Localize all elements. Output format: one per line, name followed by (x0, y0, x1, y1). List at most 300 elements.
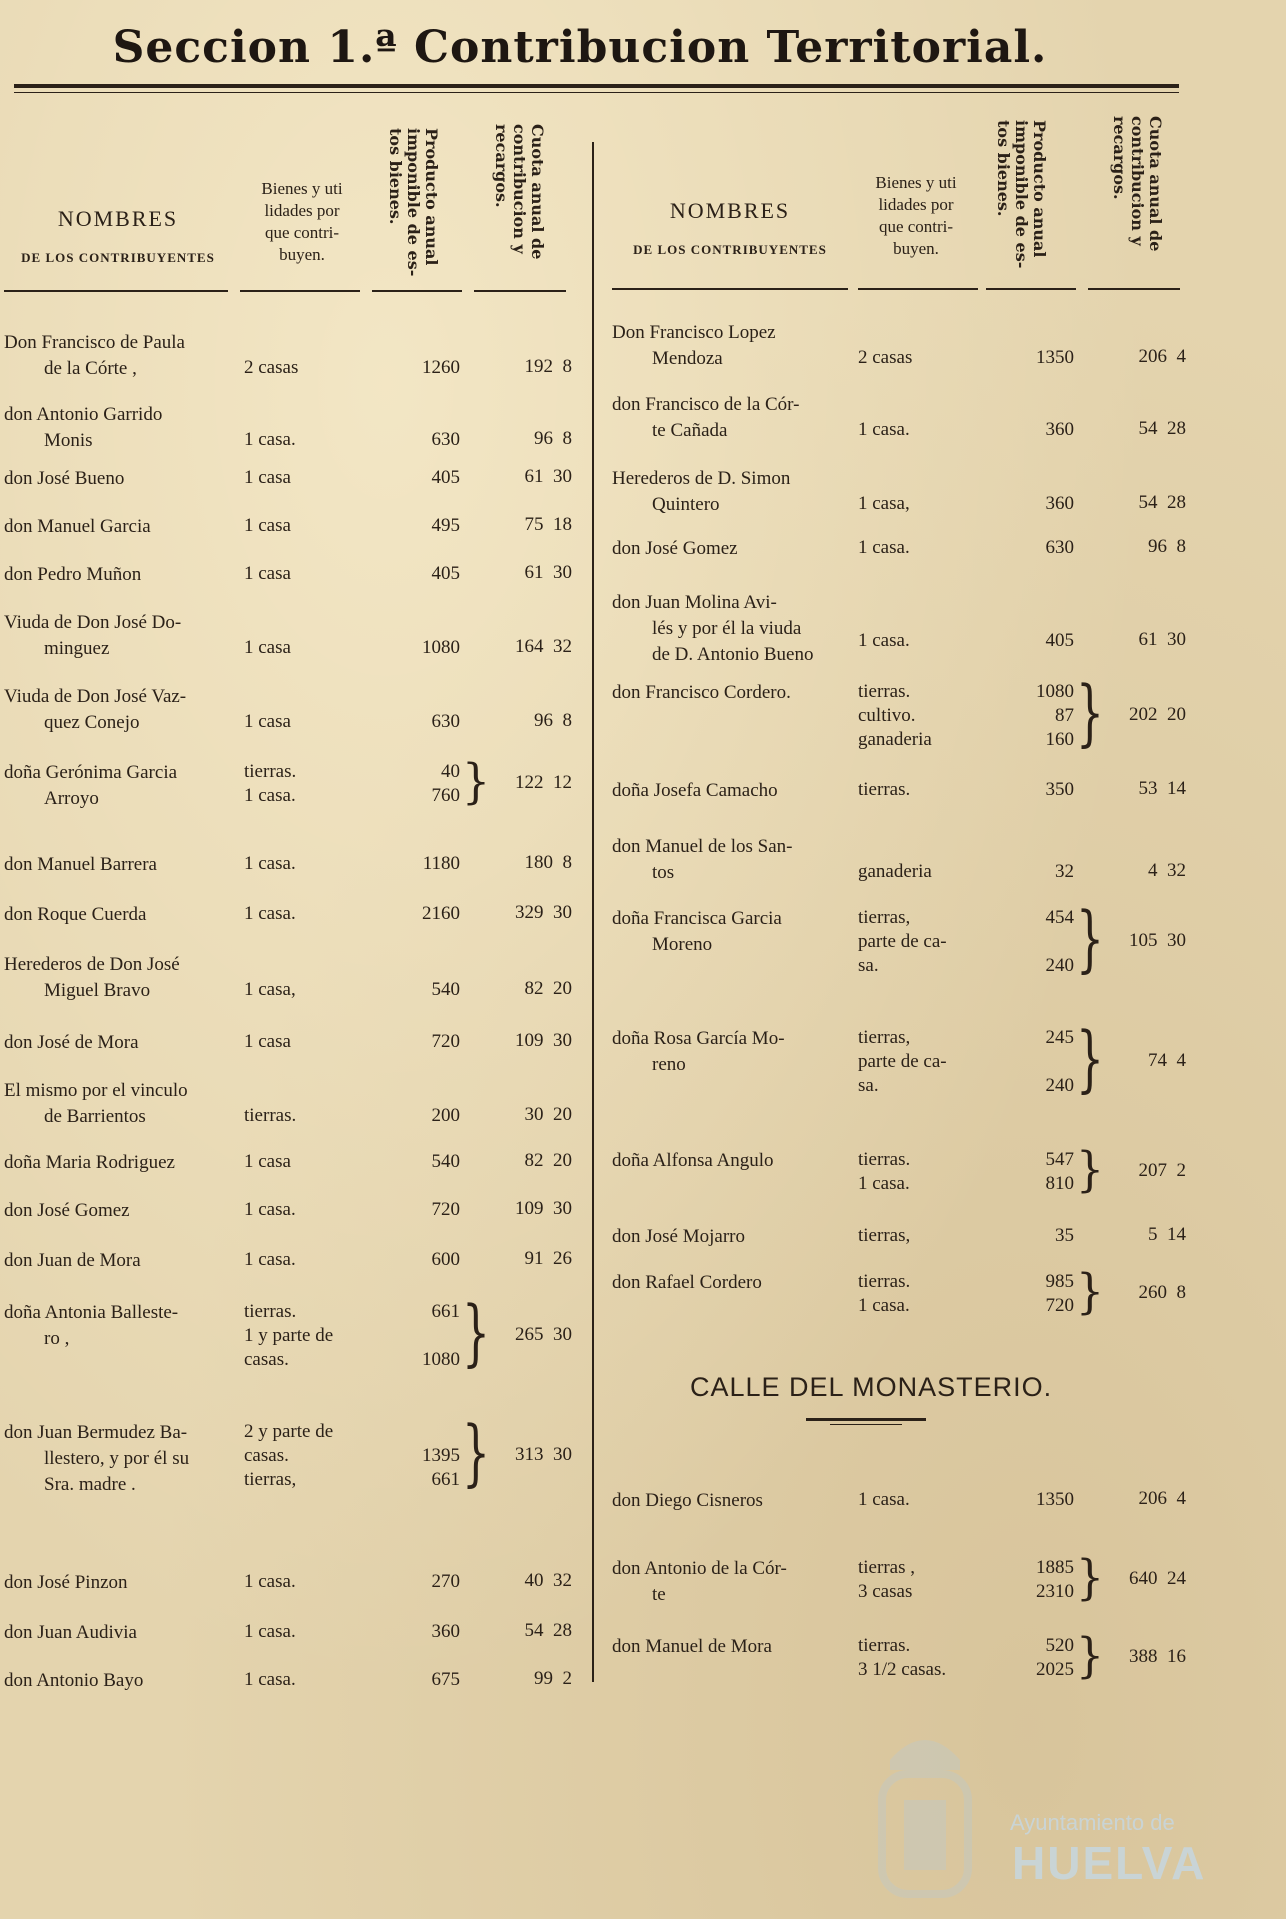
property-line: 1 casa (244, 1151, 291, 1172)
name-line: don José Pinzon (4, 1572, 128, 1593)
annual-product (390, 1198, 460, 1222)
product-value: 661 (431, 1301, 460, 1322)
property-line: 1 casa. (244, 903, 296, 924)
product-value: 40 (441, 761, 460, 782)
annual-product (390, 1620, 460, 1644)
contributor-name (612, 1026, 785, 1078)
name-line: de la Córte , (44, 358, 137, 379)
product-value: 520 (1045, 1635, 1074, 1656)
product-value: 1080 (1036, 681, 1074, 702)
contributor-name (612, 1634, 772, 1660)
contributor-name (612, 906, 782, 958)
value-brace: } (1076, 1141, 1104, 1198)
annual-quota: 54 28 (1138, 492, 1186, 513)
contributor-name (4, 610, 181, 662)
annual-product (390, 466, 460, 490)
property-description (244, 562, 291, 586)
property-line: 2 y parte de (244, 1421, 334, 1442)
property-line: 1 casa. (858, 537, 910, 558)
property-line: tierras , (858, 1557, 915, 1578)
annual-quota: 265 30 (515, 1324, 572, 1345)
header-bienes-line: lidades por (264, 201, 340, 220)
contributor-name (4, 330, 185, 382)
street-rule (806, 1418, 926, 1421)
property-description (244, 1104, 296, 1128)
product-value: 630 (1045, 537, 1074, 558)
contributor-name (612, 680, 791, 706)
property-description (858, 860, 932, 884)
annual-quota: 61 30 (524, 562, 572, 583)
product-value: 360 (1045, 493, 1074, 514)
header-rule (474, 290, 566, 292)
property-line: tierras, (858, 907, 911, 928)
annual-quota: 109 30 (515, 1198, 572, 1219)
property-line: ganaderia (858, 729, 932, 750)
product-value: 630 (431, 429, 460, 450)
annual-product (390, 1300, 460, 1372)
name-line: Sra. madre . (44, 1474, 136, 1495)
header-bienes-left (240, 178, 364, 266)
product-value: 405 (431, 467, 460, 488)
contributor-name (4, 1420, 189, 1498)
annual-quota: 99 2 (534, 1668, 572, 1689)
header-cuota-right: Cuota anual de contribucion y recargos. (1110, 116, 1165, 252)
property-description (244, 1620, 296, 1644)
annual-product (390, 1030, 460, 1054)
header-nombres-left (4, 206, 232, 266)
product-value: 661 (431, 1469, 460, 1490)
annual-quota: 388 16 (1129, 1646, 1186, 1667)
product-value: 270 (431, 1571, 460, 1592)
name-line: don José Gomez (612, 538, 738, 559)
watermark-line2: HUELVA (1012, 1837, 1207, 1889)
header-producto-right: Producto anual imponible de es- tos bienes. (994, 120, 1049, 269)
contributor-name (4, 760, 177, 812)
product-value: 1080 (422, 1349, 460, 1370)
annual-quota: 207 2 (1138, 1160, 1186, 1181)
product-value: 2310 (1036, 1581, 1074, 1602)
product-value: 495 (431, 515, 460, 536)
product-value: 1885 (1036, 1557, 1074, 1578)
product-value: 630 (431, 711, 460, 732)
property-line: tierras. (244, 1105, 297, 1126)
product-value: 985 (1045, 1271, 1074, 1292)
contributor-name (612, 1556, 787, 1608)
name-line: Moreno (652, 934, 713, 955)
name-line: Don Francisco de Paula (4, 332, 185, 353)
header-nombres-text: NOMBRES (669, 198, 791, 223)
contributor-name (612, 392, 799, 444)
property-description (244, 852, 296, 876)
property-description (244, 1030, 291, 1054)
header-contribuyentes-text: DE LOS CONTRIBUYENTES (21, 250, 215, 265)
name-line: don Francisco de la Cór- (612, 394, 800, 415)
property-line: 1 casa. (244, 785, 296, 806)
property-description (244, 1570, 296, 1594)
name-line: Don Francisco Lopez (612, 322, 776, 343)
contributor-name (4, 402, 162, 454)
product-value: 2160 (422, 903, 460, 924)
product-value: 1350 (1036, 347, 1074, 368)
property-description (858, 906, 947, 978)
contributor-name (612, 778, 778, 804)
property-line: 1 casa. (858, 419, 910, 440)
property-line: 1 casa, (244, 979, 296, 1000)
header-nombres-text: NOMBRES (57, 206, 179, 231)
name-line: don Manuel de Mora (612, 1636, 772, 1657)
name-line: Herederos de D. Simon (612, 468, 791, 489)
product-value: 720 (431, 1031, 460, 1052)
annual-product (1004, 906, 1074, 978)
contributor-name (612, 466, 790, 518)
annual-product (390, 1248, 460, 1272)
property-line: tierras. (858, 1635, 911, 1656)
annual-product (390, 636, 460, 660)
property-line: 2 casas (244, 357, 299, 378)
annual-product (390, 1104, 460, 1128)
property-description (244, 902, 296, 926)
header-bienes-right (854, 172, 978, 260)
street-title: CALLE DEL MONASTERIO. (690, 1372, 1053, 1402)
contributor-name (4, 952, 180, 1004)
name-line: minguez (44, 638, 110, 659)
product-value: 350 (1045, 779, 1074, 800)
header-bienes-line: que contri- (264, 223, 340, 242)
header-rule (4, 290, 228, 292)
annual-product (1004, 1556, 1074, 1604)
contributor-name (4, 1030, 139, 1056)
value-brace: } (462, 1291, 490, 1375)
value-brace: } (462, 753, 490, 810)
annual-product (390, 1150, 460, 1174)
property-line: 3 1/2 casas. (858, 1659, 947, 1680)
name-line: don Antonio Bayo (4, 1670, 144, 1691)
annual-product (390, 1570, 460, 1594)
property-line: 3 casas (858, 1581, 913, 1602)
name-line: don Juan Audivia (4, 1622, 137, 1643)
property-description (858, 778, 910, 802)
property-line: sa. (858, 1075, 879, 1096)
huelva-seal-icon (870, 1720, 980, 1910)
value-brace: } (462, 1411, 490, 1495)
annual-quota: 4 32 (1148, 860, 1186, 881)
property-line: 1 casa. (244, 1621, 296, 1642)
value-brace: } (1076, 1549, 1104, 1606)
property-line: 1 y parte de (244, 1325, 334, 1346)
property-description (858, 346, 912, 370)
property-line: 1 casa. (244, 1571, 296, 1592)
title-rule (14, 84, 1179, 88)
property-line: parte de ca- (858, 931, 947, 952)
property-description (244, 1300, 333, 1372)
street-rule-thin (830, 1424, 902, 1425)
annual-product (1004, 1634, 1074, 1682)
property-line: 1 casa. (858, 1173, 910, 1194)
contributor-name (4, 902, 146, 928)
name-line: El mismo por el vinculo (4, 1080, 188, 1101)
property-line: tierras. (244, 1301, 297, 1322)
property-line: 1 casa. (858, 630, 910, 651)
product-value: 600 (431, 1249, 460, 1270)
product-value: 240 (1045, 1075, 1074, 1096)
header-bienes-line: buyen. (893, 239, 939, 258)
product-value: 160 (1045, 729, 1074, 750)
name-line: Mendoza (652, 348, 723, 369)
annual-product (1004, 1488, 1074, 1512)
name-line: doña Rosa García Mo- (612, 1028, 785, 1049)
property-description (858, 418, 910, 442)
name-line: doña Gerónima Garcia (4, 762, 178, 783)
name-line: doña Josefa Camacho (612, 780, 778, 801)
product-value: 87 (1055, 705, 1074, 726)
name-line: Miguel Bravo (44, 980, 151, 1001)
name-line: don Juan Molina Avi- (612, 592, 777, 613)
name-line: doña Antonia Balleste- (4, 1302, 179, 1323)
title-rule-thin (14, 92, 1179, 93)
contributor-name (4, 1300, 178, 1352)
property-description (858, 536, 910, 560)
property-line: cultivo. (858, 705, 916, 726)
property-line: tierras, (244, 1469, 297, 1490)
product-value (390, 1324, 460, 1348)
annual-quota: 74 4 (1148, 1050, 1186, 1071)
annual-product (1004, 492, 1074, 516)
header-rule (858, 288, 978, 290)
product-value: 810 (1045, 1173, 1074, 1194)
property-line: casas. (244, 1349, 289, 1370)
name-line: don Diego Cisneros (612, 1490, 763, 1511)
annual-quota: 5 14 (1148, 1224, 1186, 1245)
annual-product (390, 978, 460, 1002)
header-rule (986, 288, 1076, 290)
product-value: 540 (431, 1151, 460, 1172)
header-rule (240, 290, 360, 292)
name-line: ro , (44, 1328, 70, 1349)
annual-quota: 329 30 (515, 902, 572, 923)
property-line: tierras. (858, 1149, 911, 1170)
name-line: don José Bueno (4, 468, 125, 489)
property-line: tierras. (858, 1271, 911, 1292)
property-description (244, 428, 296, 452)
property-description (244, 1668, 296, 1692)
property-line: tierras. (244, 761, 297, 782)
header-rule (372, 290, 462, 292)
annual-product (1004, 1270, 1074, 1318)
annual-quota: 109 30 (515, 1030, 572, 1051)
name-line: Herederos de Don José (4, 954, 180, 975)
name-line: te Cañada (652, 420, 728, 441)
property-description (244, 466, 291, 490)
property-description (858, 1224, 910, 1248)
property-line: 1 casa (244, 1031, 291, 1052)
product-value: 720 (1045, 1295, 1074, 1316)
header-rule (1088, 288, 1180, 290)
product-value (1004, 1050, 1074, 1074)
header-producto-left: Producto anual imponible de es- tos bienes. (386, 128, 441, 277)
property-line: parte de ca- (858, 1051, 947, 1072)
product-value: 240 (1045, 955, 1074, 976)
product-value: 2025 (1036, 1659, 1074, 1680)
value-brace: } (1076, 1627, 1104, 1684)
name-line: don José Gomez (4, 1200, 130, 1221)
property-description (244, 710, 291, 734)
value-brace: } (1076, 1263, 1104, 1320)
annual-quota: 206 4 (1138, 1488, 1186, 1509)
contributor-name (4, 1248, 141, 1274)
watermark-line1: Ayuntamiento de (1010, 1810, 1175, 1835)
contributor-name (4, 852, 157, 878)
annual-product (1004, 778, 1074, 802)
annual-quota: 30 20 (524, 1104, 572, 1125)
product-value: 360 (431, 1621, 460, 1642)
property-line: tierras, (858, 1027, 911, 1048)
name-line: tos (652, 862, 675, 883)
product-value: 540 (431, 979, 460, 1000)
product-value: 245 (1045, 1027, 1074, 1048)
annual-quota: 164 32 (515, 636, 572, 657)
name-line: don Antonio Garrido (4, 404, 163, 425)
header-bienes-line: Bienes y uti (261, 179, 343, 198)
annual-product (1004, 1224, 1074, 1248)
name-line: de Barrientos (44, 1106, 146, 1127)
value-brace: } (1076, 897, 1104, 981)
contributor-name (4, 1620, 137, 1646)
property-line: 1 casa. (244, 853, 296, 874)
property-line: tierras, (858, 1225, 911, 1246)
product-value: 1080 (422, 637, 460, 658)
annual-quota: 40 32 (524, 1570, 572, 1591)
product-value: 547 (1045, 1149, 1074, 1170)
product-value: 200 (431, 1105, 460, 1126)
annual-quota: 96 8 (534, 710, 572, 731)
name-line: lés y por él la viuda (652, 618, 802, 639)
annual-product (1004, 418, 1074, 442)
header-nombres-right (612, 198, 848, 258)
property-description (858, 1556, 915, 1604)
annual-quota: 82 20 (524, 978, 572, 999)
property-line: 1 casa. (244, 1199, 296, 1220)
annual-product (1004, 346, 1074, 370)
annual-quota: 640 24 (1129, 1568, 1186, 1589)
property-description (244, 1198, 296, 1222)
name-line: Viuda de Don José Vaz- (4, 686, 187, 707)
annual-quota: 91 26 (524, 1248, 572, 1269)
property-description (858, 629, 910, 653)
name-line: te (652, 1584, 666, 1605)
annual-quota: 61 30 (524, 466, 572, 487)
name-line: don Manuel Barrera (4, 854, 157, 875)
name-line: don Manuel de los San- (612, 836, 793, 857)
annual-product (1004, 1148, 1074, 1196)
product-value (1004, 930, 1074, 954)
annual-product (390, 902, 460, 926)
contributor-name (4, 1078, 188, 1130)
annual-product (1004, 1026, 1074, 1098)
annual-quota: 313 30 (515, 1444, 572, 1465)
property-line: 1 casa. (244, 1249, 296, 1270)
property-line: tierras. (858, 681, 911, 702)
contributor-name (4, 514, 151, 540)
annual-product (1004, 860, 1074, 884)
annual-quota: 54 28 (1138, 418, 1186, 439)
annual-product (390, 760, 460, 808)
annual-quota: 202 20 (1129, 704, 1186, 725)
property-description (244, 636, 291, 660)
property-description (858, 1270, 910, 1318)
header-contribuyentes-text: DE LOS CONTRIBUYENTES (633, 242, 827, 257)
annual-product (390, 514, 460, 538)
property-line: ganaderia (858, 861, 932, 882)
property-line: 1 casa, (858, 493, 910, 514)
annual-quota: 96 8 (534, 428, 572, 449)
property-description (244, 1420, 333, 1492)
column-divider (592, 142, 594, 1682)
product-value: 720 (431, 1199, 460, 1220)
name-line: Quintero (652, 494, 720, 515)
header-bienes-line: Bienes y uti (875, 173, 957, 192)
name-line: Viuda de Don José Do- (4, 612, 182, 633)
contributor-name (612, 320, 776, 372)
contributor-name (4, 1198, 130, 1224)
name-line: don Roque Cuerda (4, 904, 147, 925)
property-description (858, 1488, 910, 1512)
property-line: 1 casa (244, 467, 291, 488)
annual-product (390, 852, 460, 876)
property-description (858, 680, 932, 752)
contributor-name (612, 834, 792, 886)
contributor-name (4, 1570, 128, 1596)
annual-product (390, 356, 460, 380)
product-value: 760 (431, 785, 460, 806)
name-line: don José de Mora (4, 1032, 139, 1053)
property-description (244, 1150, 291, 1174)
property-line: 1 casa. (244, 429, 296, 450)
name-line: don Rafael Cordero (612, 1272, 762, 1293)
property-line: 1 casa (244, 711, 291, 732)
annual-quota: 122 12 (515, 772, 572, 793)
property-description (244, 514, 291, 538)
name-line: Monis (44, 430, 93, 451)
annual-product (1004, 629, 1074, 653)
property-line: tierras. (858, 779, 911, 800)
property-description (858, 1026, 947, 1098)
property-description (244, 356, 298, 380)
contributor-name (612, 590, 814, 668)
product-value: 454 (1045, 907, 1074, 928)
name-line: de D. Antonio Bueno (652, 644, 814, 665)
annual-quota: 75 18 (524, 514, 572, 535)
name-line: quez Conejo (44, 712, 140, 733)
annual-quota: 82 20 (524, 1150, 572, 1171)
annual-quota: 53 14 (1138, 778, 1186, 799)
contributor-name (4, 684, 186, 736)
contributor-name (612, 1224, 745, 1250)
name-line: don Francisco Cordero. (612, 682, 791, 703)
property-line: 1 casa (244, 563, 291, 584)
contributor-name (612, 536, 738, 562)
header-bienes-line: lidades por (878, 195, 954, 214)
product-value: 1180 (422, 853, 460, 874)
property-line: casas. (244, 1445, 289, 1466)
property-line: 1 casa (244, 515, 291, 536)
product-value: 405 (1045, 630, 1074, 651)
contributor-name (4, 562, 141, 588)
header-bienes-line: buyen. (279, 245, 325, 264)
product-value: 360 (1045, 419, 1074, 440)
name-line: llestero, y por él su (44, 1448, 190, 1469)
product-value: 35 (1055, 1225, 1074, 1246)
contributor-name (612, 1148, 774, 1174)
